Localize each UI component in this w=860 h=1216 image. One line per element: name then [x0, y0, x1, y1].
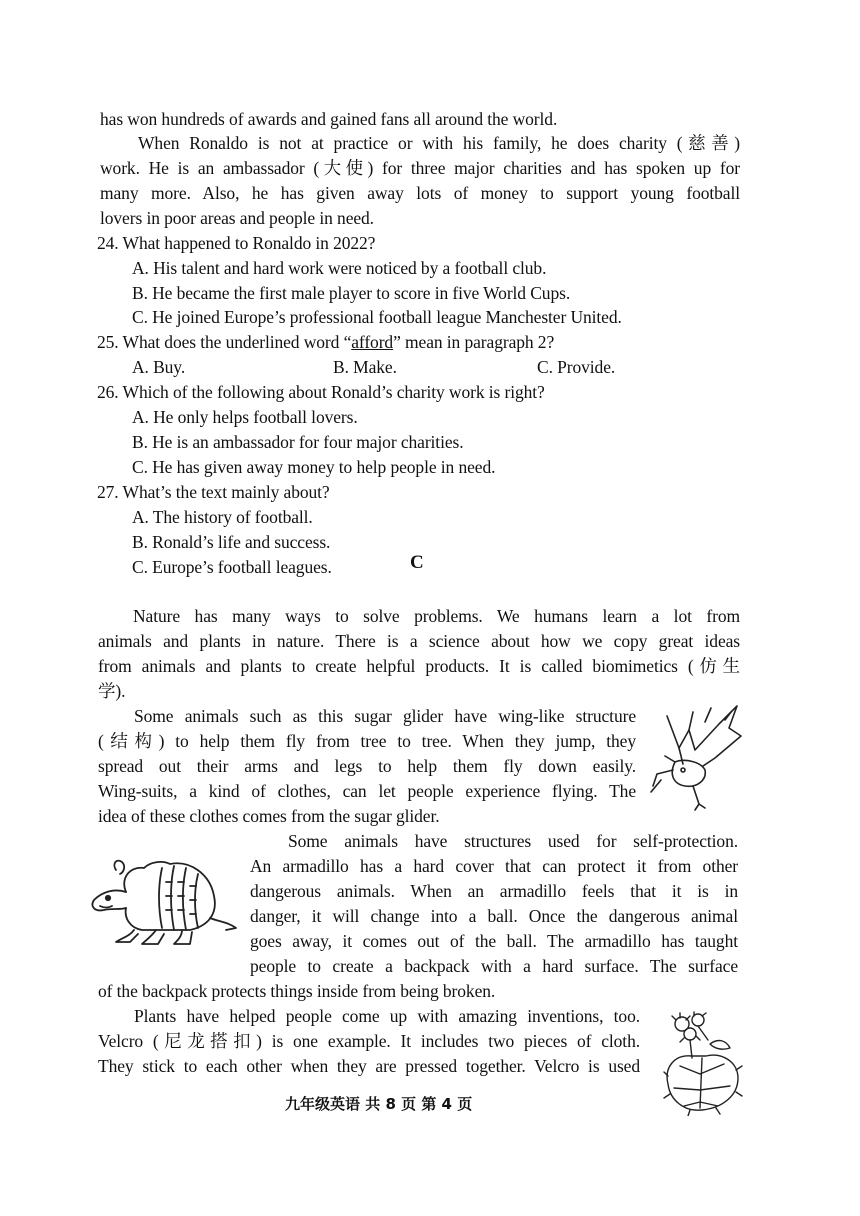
underlined-word: afford [351, 332, 394, 352]
answer-option: B. Make. [333, 357, 397, 377]
answer-option: A. His talent and hard work were noticed by a football club. [132, 258, 547, 278]
paragraph-line: from animals and plants to create helpful products. It is called biomimetics (仿生 [98, 656, 740, 676]
paragraph-line: Wing-suits, a kind of clothes, can let people experience flying. The [98, 781, 636, 801]
answer-option: B. He is an ambassador for four major charities. [132, 432, 464, 452]
paragraph-line: Some animals have structures used for self-protection. [288, 831, 738, 851]
answer-option: C. He joined Europe’s professional football league Manchester United. [132, 307, 622, 327]
answer-option: A. He only helps football lovers. [132, 407, 358, 427]
paragraph-line: animals and plants in nature. There is a science about how we copy great ideas [98, 631, 740, 651]
paragraph-line: When Ronaldo is not at practice or with his family, he does charity (慈善) [138, 133, 740, 153]
paragraph-line: dangerous animals. When an armadillo feels that it is in [250, 881, 738, 901]
answer-option: A. Buy. [132, 357, 186, 377]
paragraph-line: Nature has many ways to solve problems. We humans learn a lot from [133, 606, 740, 626]
paragraph-line: 学). [98, 681, 126, 701]
answer-option: B. Ronald’s life and success. [132, 532, 331, 552]
paragraph-line: people to create a backpack with a hard surface. The surface [250, 956, 738, 976]
answer-option: A. The history of football. [132, 507, 313, 527]
paragraph-line: idea of these clothes comes from the sugar glider. [98, 806, 440, 826]
paragraph-line: Some animals such as this sugar glider have wing-like structure [134, 706, 636, 726]
paragraph-line: has won hundreds of awards and gained fans all around the world. [100, 109, 558, 129]
paragraph-line: work. He is an ambassador (大使) for three major charities and has spoken up for [100, 158, 740, 178]
paragraph-line: Plants have helped people come up with amazing inventions, too. [134, 1006, 640, 1026]
answer-option: C. Provide. [537, 357, 616, 377]
answer-option: C. He has given away money to help people in need. [132, 457, 496, 477]
question-stem-text: 25. What does the underlined word “ [97, 332, 352, 352]
question-stem: 24. What happened to Ronaldo in 2022? [97, 233, 376, 253]
paragraph-line: of the backpack protects things inside from being broken. [98, 981, 496, 1001]
page-footer: 九年级英语 共 8 页 第 4 页 [285, 1095, 473, 1113]
paragraph-line: Velcro (尼龙搭扣) is one example. It includes two pieces of cloth. [98, 1031, 640, 1051]
section-heading: C [410, 552, 424, 573]
paragraph-line: An armadillo has a hard cover that can protect it from other [250, 856, 738, 876]
question-stem: 27. What’s the text mainly about? [97, 482, 330, 502]
answer-option: C. Europe’s football leagues. [132, 557, 332, 577]
paragraph-line: lovers in poor areas and people in need. [100, 208, 374, 228]
paragraph-line: (结构) to help them fly from tree to tree. When they jump, they [98, 731, 636, 751]
sugar-glider-illustration [645, 700, 745, 812]
paragraph-line: goes away, it comes out of the ball. The armadillo has taught [250, 931, 738, 951]
question-stem: 26. Which of the following about Ronald’s charity work is right? [97, 382, 545, 402]
paragraph-line: danger, it will change into a ball. Once the dangerous animal [250, 906, 738, 926]
paragraph-line: spread out their arms and legs to help them fly down easily. [98, 756, 636, 776]
paragraph-line: They stick to each other when they are pressed together. Velcro is used [98, 1056, 640, 1076]
question-stem [97, 330, 554, 354]
paragraph-line: many more. Also, he has given away lots of money to support young football [100, 183, 740, 203]
armadillo-illustration [86, 852, 242, 948]
question-stem-text: ” mean in paragraph 2? [393, 332, 555, 352]
burdock-plant-illustration [660, 1010, 744, 1116]
answer-option: B. He became the first male player to score in five World Cups. [132, 283, 571, 303]
